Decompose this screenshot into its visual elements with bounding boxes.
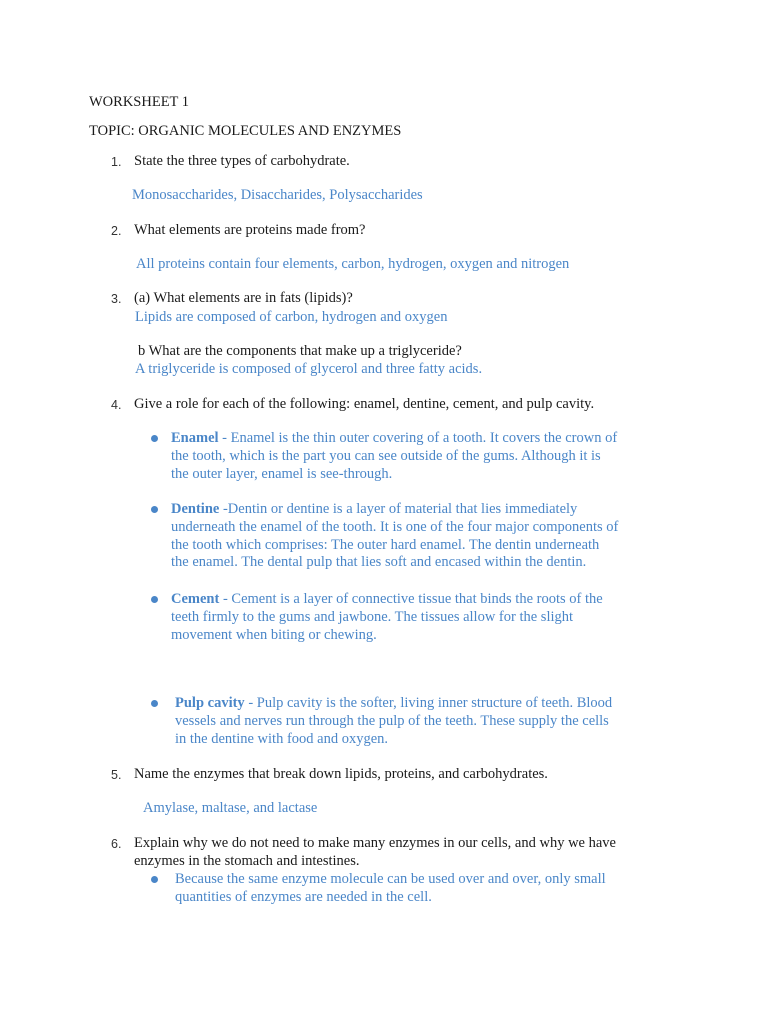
dentine-line: the tooth which comprises: The outer hard enamel. The dentin underneath — [171, 536, 600, 553]
question-4: Give a role for each of the following: enamel, dentine, cement, and pulp cavity. — [134, 396, 595, 412]
bullet-icon — [151, 435, 158, 442]
answer-6-line: Because the same enzyme molecule can be used over and over, only small — [175, 871, 606, 887]
dentine-line: -Dentin or dentine is a layer of material that lies immediately — [222, 501, 578, 517]
answer-1: Monosaccharides, Disaccharides, Polysaccharides — [132, 187, 423, 203]
cement-line: teeth firmly to the gums and jawbone. The tissues allow for the slight — [171, 608, 574, 625]
bullet-icon — [151, 506, 158, 513]
dentine-line: underneath the enamel of the tooth. It is one of the four major components of — [171, 518, 619, 535]
question-number-3: 3. — [111, 292, 122, 306]
enamel-line: - Enamel is the thin outer covering of a tooth. It covers the crown of — [222, 430, 618, 446]
answer-3b: A triglyceride is composed of glycerol and three fatty acids. — [135, 361, 483, 377]
answer-6-line: quantities of enzymes are needed in the cell. — [175, 888, 432, 905]
question-number-4: 4. — [111, 398, 122, 412]
question-number-5: 5. — [111, 768, 122, 782]
term-cement: Cement — [171, 591, 220, 607]
enamel-line: the outer layer, enamel is see-through. — [171, 465, 393, 482]
question-number-6: 6. — [111, 837, 122, 851]
question-number-2: 2. — [111, 224, 122, 238]
answer-4-cement — [171, 591, 603, 644]
question-6-line: enzymes in the stomach and intestines. — [134, 852, 360, 869]
question-number-1: 1. — [111, 155, 122, 169]
answer-4-enamel — [171, 430, 617, 483]
pulp-line: vessels and nerves run through the pulp of the teeth. These supply the cells — [175, 712, 609, 729]
bullet-icon — [151, 876, 158, 883]
term-enamel: Enamel — [171, 430, 219, 446]
worksheet-title: WORKSHEET 1 — [89, 94, 190, 110]
question-6 — [134, 835, 616, 871]
enamel-line: the tooth, which is the part you can see outside of the gums. Although it is — [171, 447, 601, 464]
answer-4-pulp-cavity — [175, 695, 612, 748]
answer-2: All proteins contain four elements, carbon, hydrogen, oxygen and nitrogen — [136, 256, 570, 272]
pulp-line: in the dentine with food and oxygen. — [175, 730, 389, 747]
term-dentine: Dentine — [171, 501, 220, 517]
question-3a: (a) What elements are in fats (lipids)? — [134, 290, 353, 306]
worksheet-topic: TOPIC: ORGANIC MOLECULES AND ENZYMES — [89, 123, 402, 139]
term-pulp-cavity: Pulp cavity — [175, 695, 245, 711]
answer-3a: Lipids are composed of carbon, hydrogen and oxygen — [135, 309, 448, 325]
answer-5: Amylase, maltase, and lactase — [143, 800, 318, 816]
bullet-icon — [151, 596, 158, 603]
question-3b: b What are the components that make up a triglyceride? — [138, 343, 462, 359]
question-6-line: Explain why we do not need to make many enzymes in our cells, and why we have — [134, 835, 616, 851]
cement-line: - Cement is a layer of connective tissue that binds the roots of the — [222, 591, 603, 607]
question-1: State the three types of carbohydrate. — [134, 153, 350, 169]
question-5: Name the enzymes that break down lipids, proteins, and carbohydrates. — [134, 766, 548, 782]
answer-4-dentine — [171, 501, 618, 572]
answer-6 — [175, 871, 606, 907]
bullet-icon — [151, 700, 158, 707]
pulp-line: - Pulp cavity is the softer, living inner structure of teeth. Blood — [248, 695, 613, 711]
dentine-line: the enamel. The dental pulp that lies soft and encased within the dentin. — [171, 554, 587, 571]
question-2: What elements are proteins made from? — [134, 222, 366, 238]
cement-line: movement when biting or chewing. — [171, 626, 377, 643]
